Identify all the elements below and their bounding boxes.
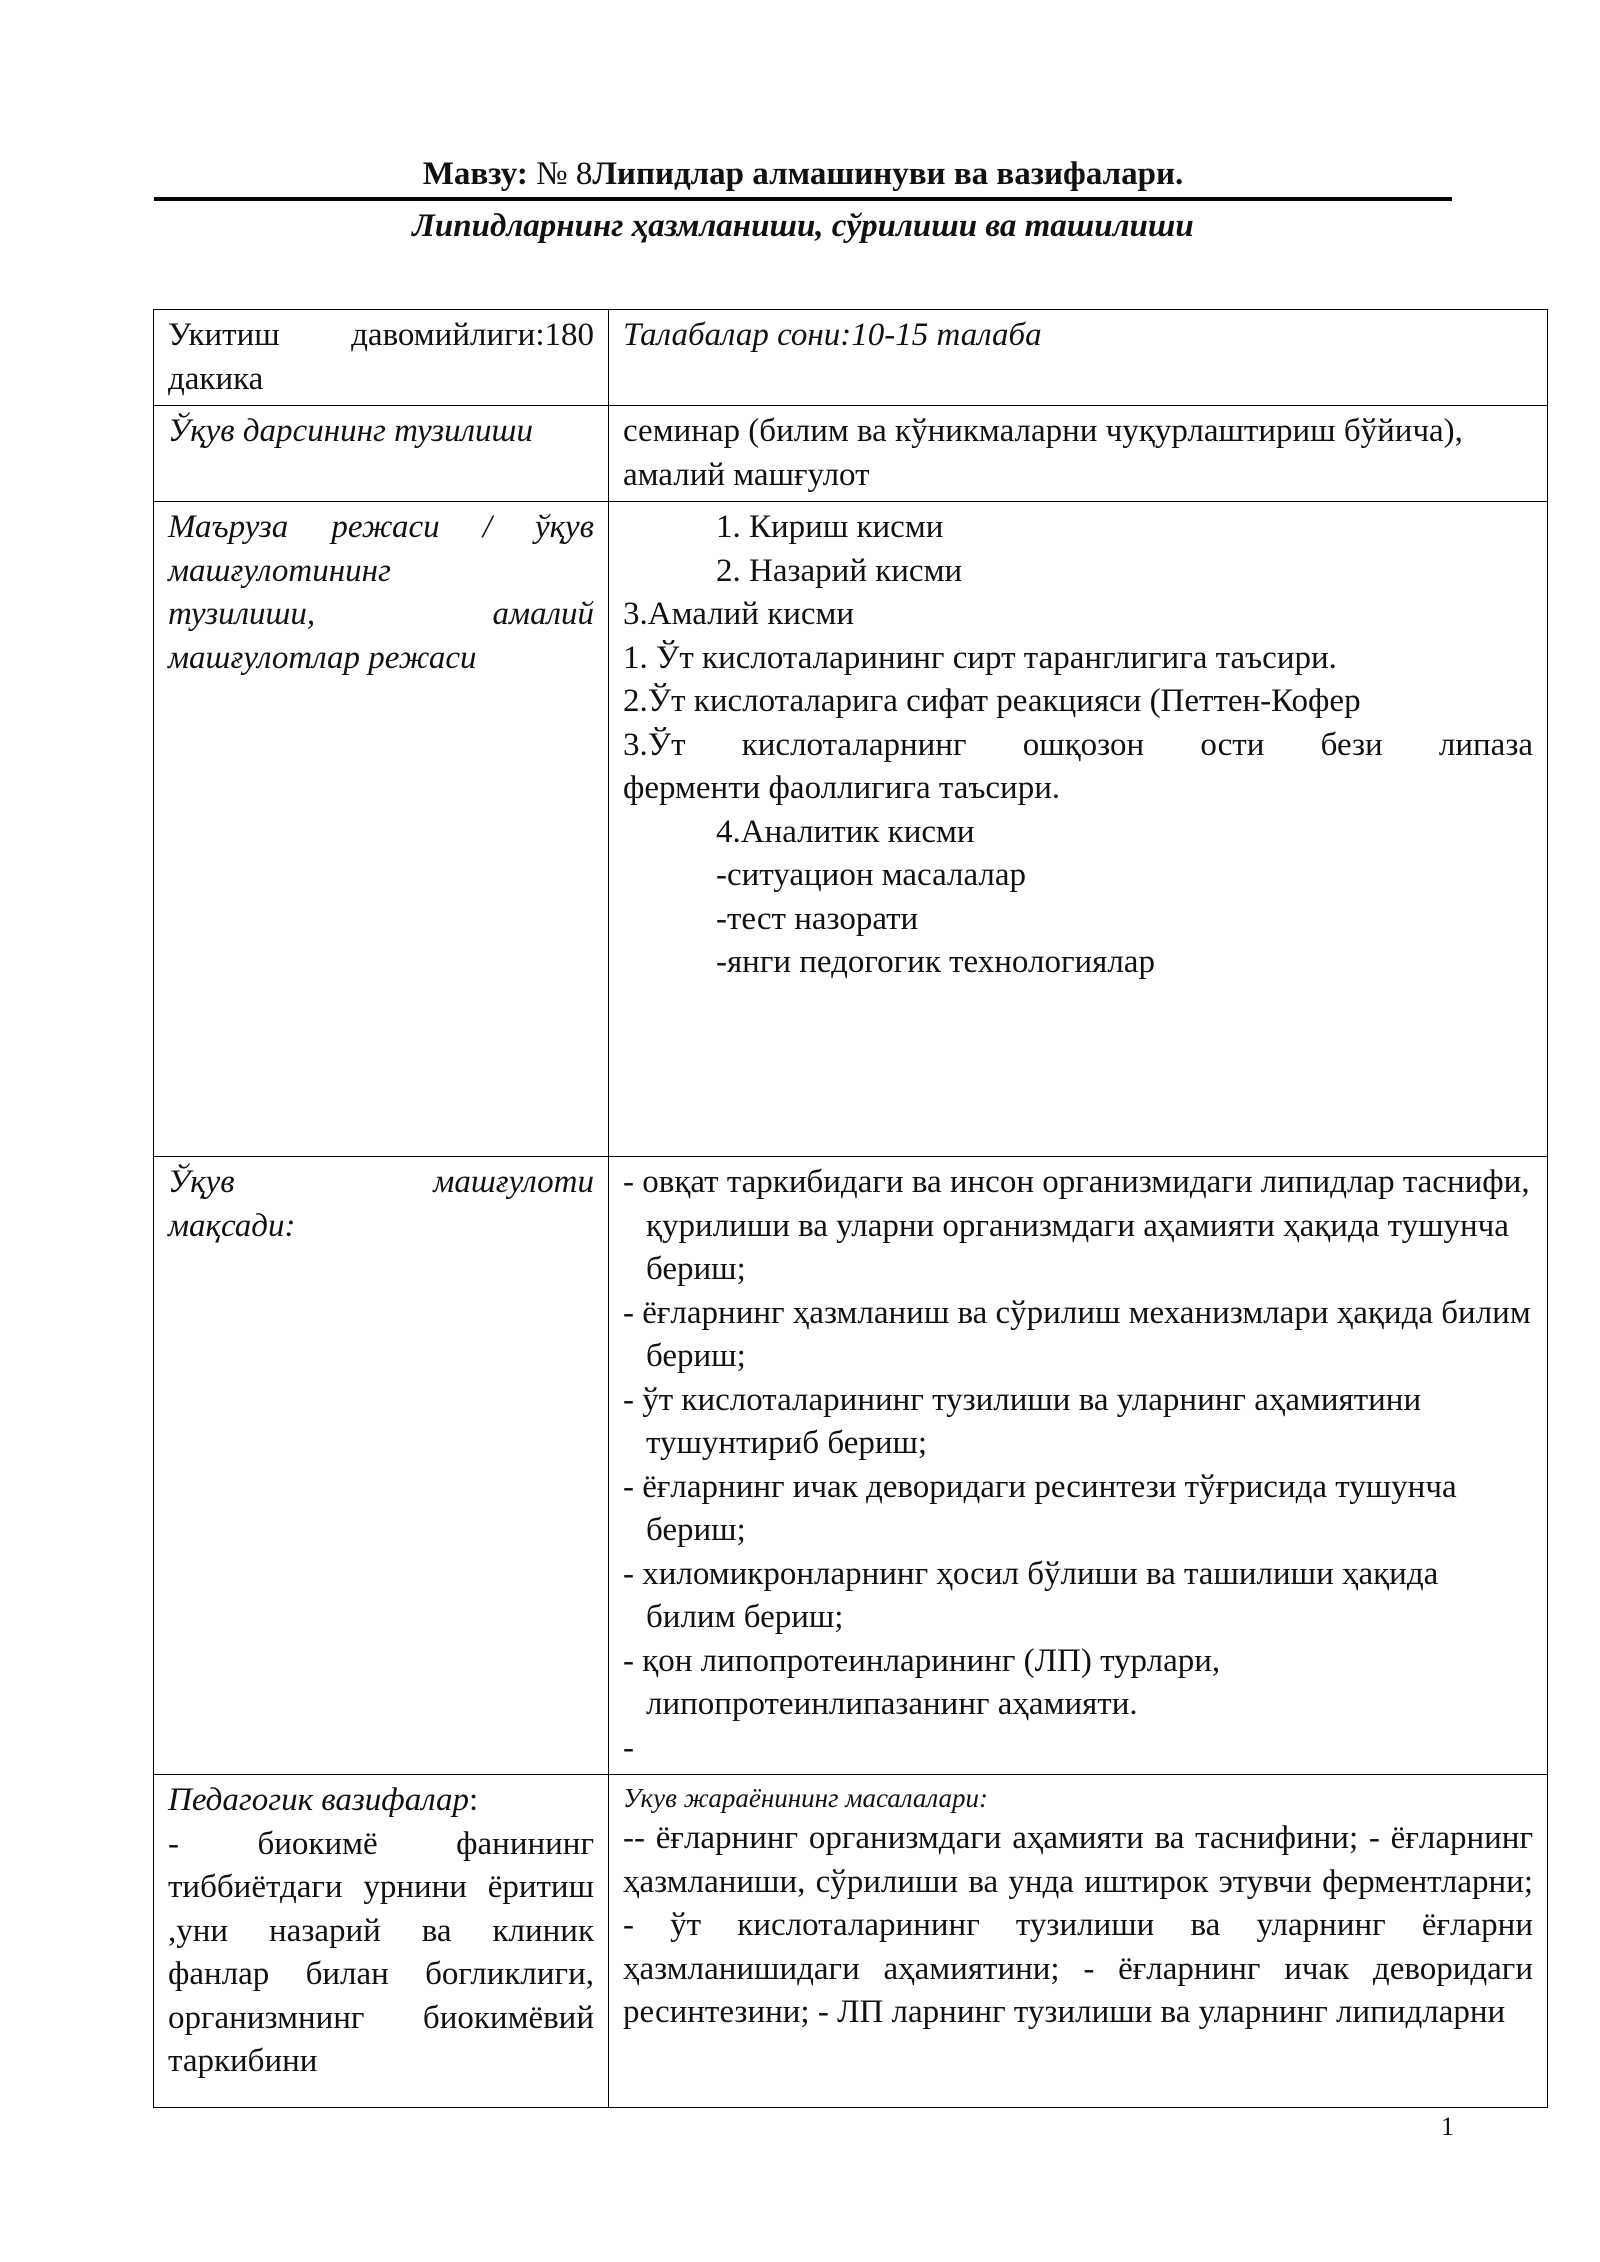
- duration-cell: Укитиш давомийлиги:180 дакика: [154, 310, 609, 406]
- plan-item: 1. Ўт кислоталарининг сирт таранглигига таъсири.: [623, 639, 1337, 676]
- table-row-plan: [154, 502, 1548, 1157]
- plan-item: ферменти фаоллигига таъсири.: [623, 770, 1061, 806]
- goal-item: - қон липопротеинларининг (ЛП) турлари, липопротеинлипазанинг аҳамияти.: [623, 1642, 1221, 1722]
- goals-label-cell: [154, 1157, 609, 1775]
- pedagogic-tasks-colon: :: [468, 1782, 479, 1818]
- goal-item: - хиломикронларнинг ҳосил бўлиши ва ташилиши ҳақида билим бериш;: [623, 1555, 1439, 1635]
- plan-item: -янги педогогик технологиялар: [716, 944, 1155, 980]
- goals-label-line: мақсади:: [168, 1207, 296, 1244]
- learning-tasks-heading: Укув жараёнининг масалалари:: [623, 1783, 989, 1813]
- goal-item: - ўт кислоталарининг тузилиши ва уларнинг аҳамиятини тушунтириб бериш;: [623, 1381, 1422, 1461]
- plan-item: 2.Ўт кислоталарига сифат реакцияси (Петтен-Кофер: [623, 683, 1361, 719]
- goal-item: - ёғларнинг ичак деворидаги ресинтези тўғрисида тушунча бериш;: [623, 1468, 1457, 1548]
- plan-label-line: Маъруза режаси / ўқув: [168, 509, 594, 545]
- page-number: 1: [1441, 2112, 1454, 2141]
- table-row-goals: [154, 1157, 1548, 1775]
- lesson-plan-table: [153, 309, 1548, 2108]
- goal-item: - овқат таркибидаги ва инсон организмидаги липидлар таснифи, қурилиши ва уларни организмдаги аҳамияти ҳақида тушунча бериш;: [623, 1164, 1530, 1287]
- pedagogic-tasks-cell: [154, 1775, 609, 2108]
- students-count-cell: Талабалар сони:10-15 талаба: [609, 310, 1548, 406]
- topic-number: № 8: [527, 156, 593, 192]
- goal-item: -: [623, 1729, 634, 1766]
- title-underline: [154, 197, 1452, 201]
- learning-tasks-cell: [609, 1775, 1548, 2108]
- plan-label-line: машғулотлар режаси: [168, 639, 477, 676]
- topic-label: Мавзу:: [422, 156, 528, 192]
- pedagogic-tasks-heading: Педагогик вазифалар: [168, 1782, 469, 1818]
- topic-heading: [154, 151, 1452, 197]
- learning-tasks-text: -- ёғларнинг организмдаги аҳамияти ва таснифини; - ёғларнинг ҳазмланиши, сўрилиши ва унда иштирок этувчи ферментларни; - ўт кислоталарининг тузилиши ва уларнинг ёғларни ҳазмланишидаги аҳамиятини; - ёғларнинг ичак деворидаги ресинтезини; - ЛП ларнинг тузилиши ва уларнинг липидларни: [623, 1820, 1533, 2030]
- plan-label-line: машғулотининг: [168, 552, 391, 589]
- plan-item: 4.Аналитик кисми: [716, 813, 975, 850]
- structure-value-cell: семинар (билим ва кўникмаларни чуқурлаштириш бўйича), амалий машғулот: [609, 406, 1548, 502]
- goals-label-line: Ўқув машғулоти: [168, 1164, 594, 1200]
- structure-label-cell: Ўқув дарсининг тузилиши: [154, 406, 609, 502]
- goal-item: - ёғларнинг ҳазмланиш ва сўрилиш механизмлари ҳақида билим бериш;: [623, 1294, 1531, 1374]
- plan-value-cell: [609, 502, 1548, 1157]
- plan-item: -тест назорати: [716, 900, 919, 937]
- plan-item: -ситуацион масалалар: [716, 857, 1027, 893]
- plan-item: 3.Амалий кисми: [623, 596, 855, 632]
- topic-title: Липидлар алмашинуви ва вазифалари.: [592, 156, 1184, 192]
- plan-item: 2. Назарий кисми: [716, 552, 963, 589]
- table-row-structure: [154, 406, 1548, 502]
- table-row-tasks: [154, 1775, 1548, 2108]
- table-row-duration: [154, 310, 1548, 406]
- plan-item: 1. Кириш кисми: [716, 509, 944, 545]
- pedagogic-tasks-text: - биокимё фанининг тиббиётдаги урнини ёритиш ,уни назарий ва клиник фанлар билан богликлиги, организмнинг биокимёвий таркибини: [168, 1825, 594, 2079]
- plan-label-line: тузилиши, амалий: [168, 596, 594, 632]
- topic-subtitle: Липидларнинг ҳазмланиши, сўрилиши ва ташилиши: [412, 208, 1194, 244]
- goals-value-cell: [609, 1157, 1548, 1775]
- plan-label-cell: [154, 502, 609, 1157]
- plan-item: 3.Ўт кислоталарнинг ошқозон ости бези липаза: [623, 726, 1533, 763]
